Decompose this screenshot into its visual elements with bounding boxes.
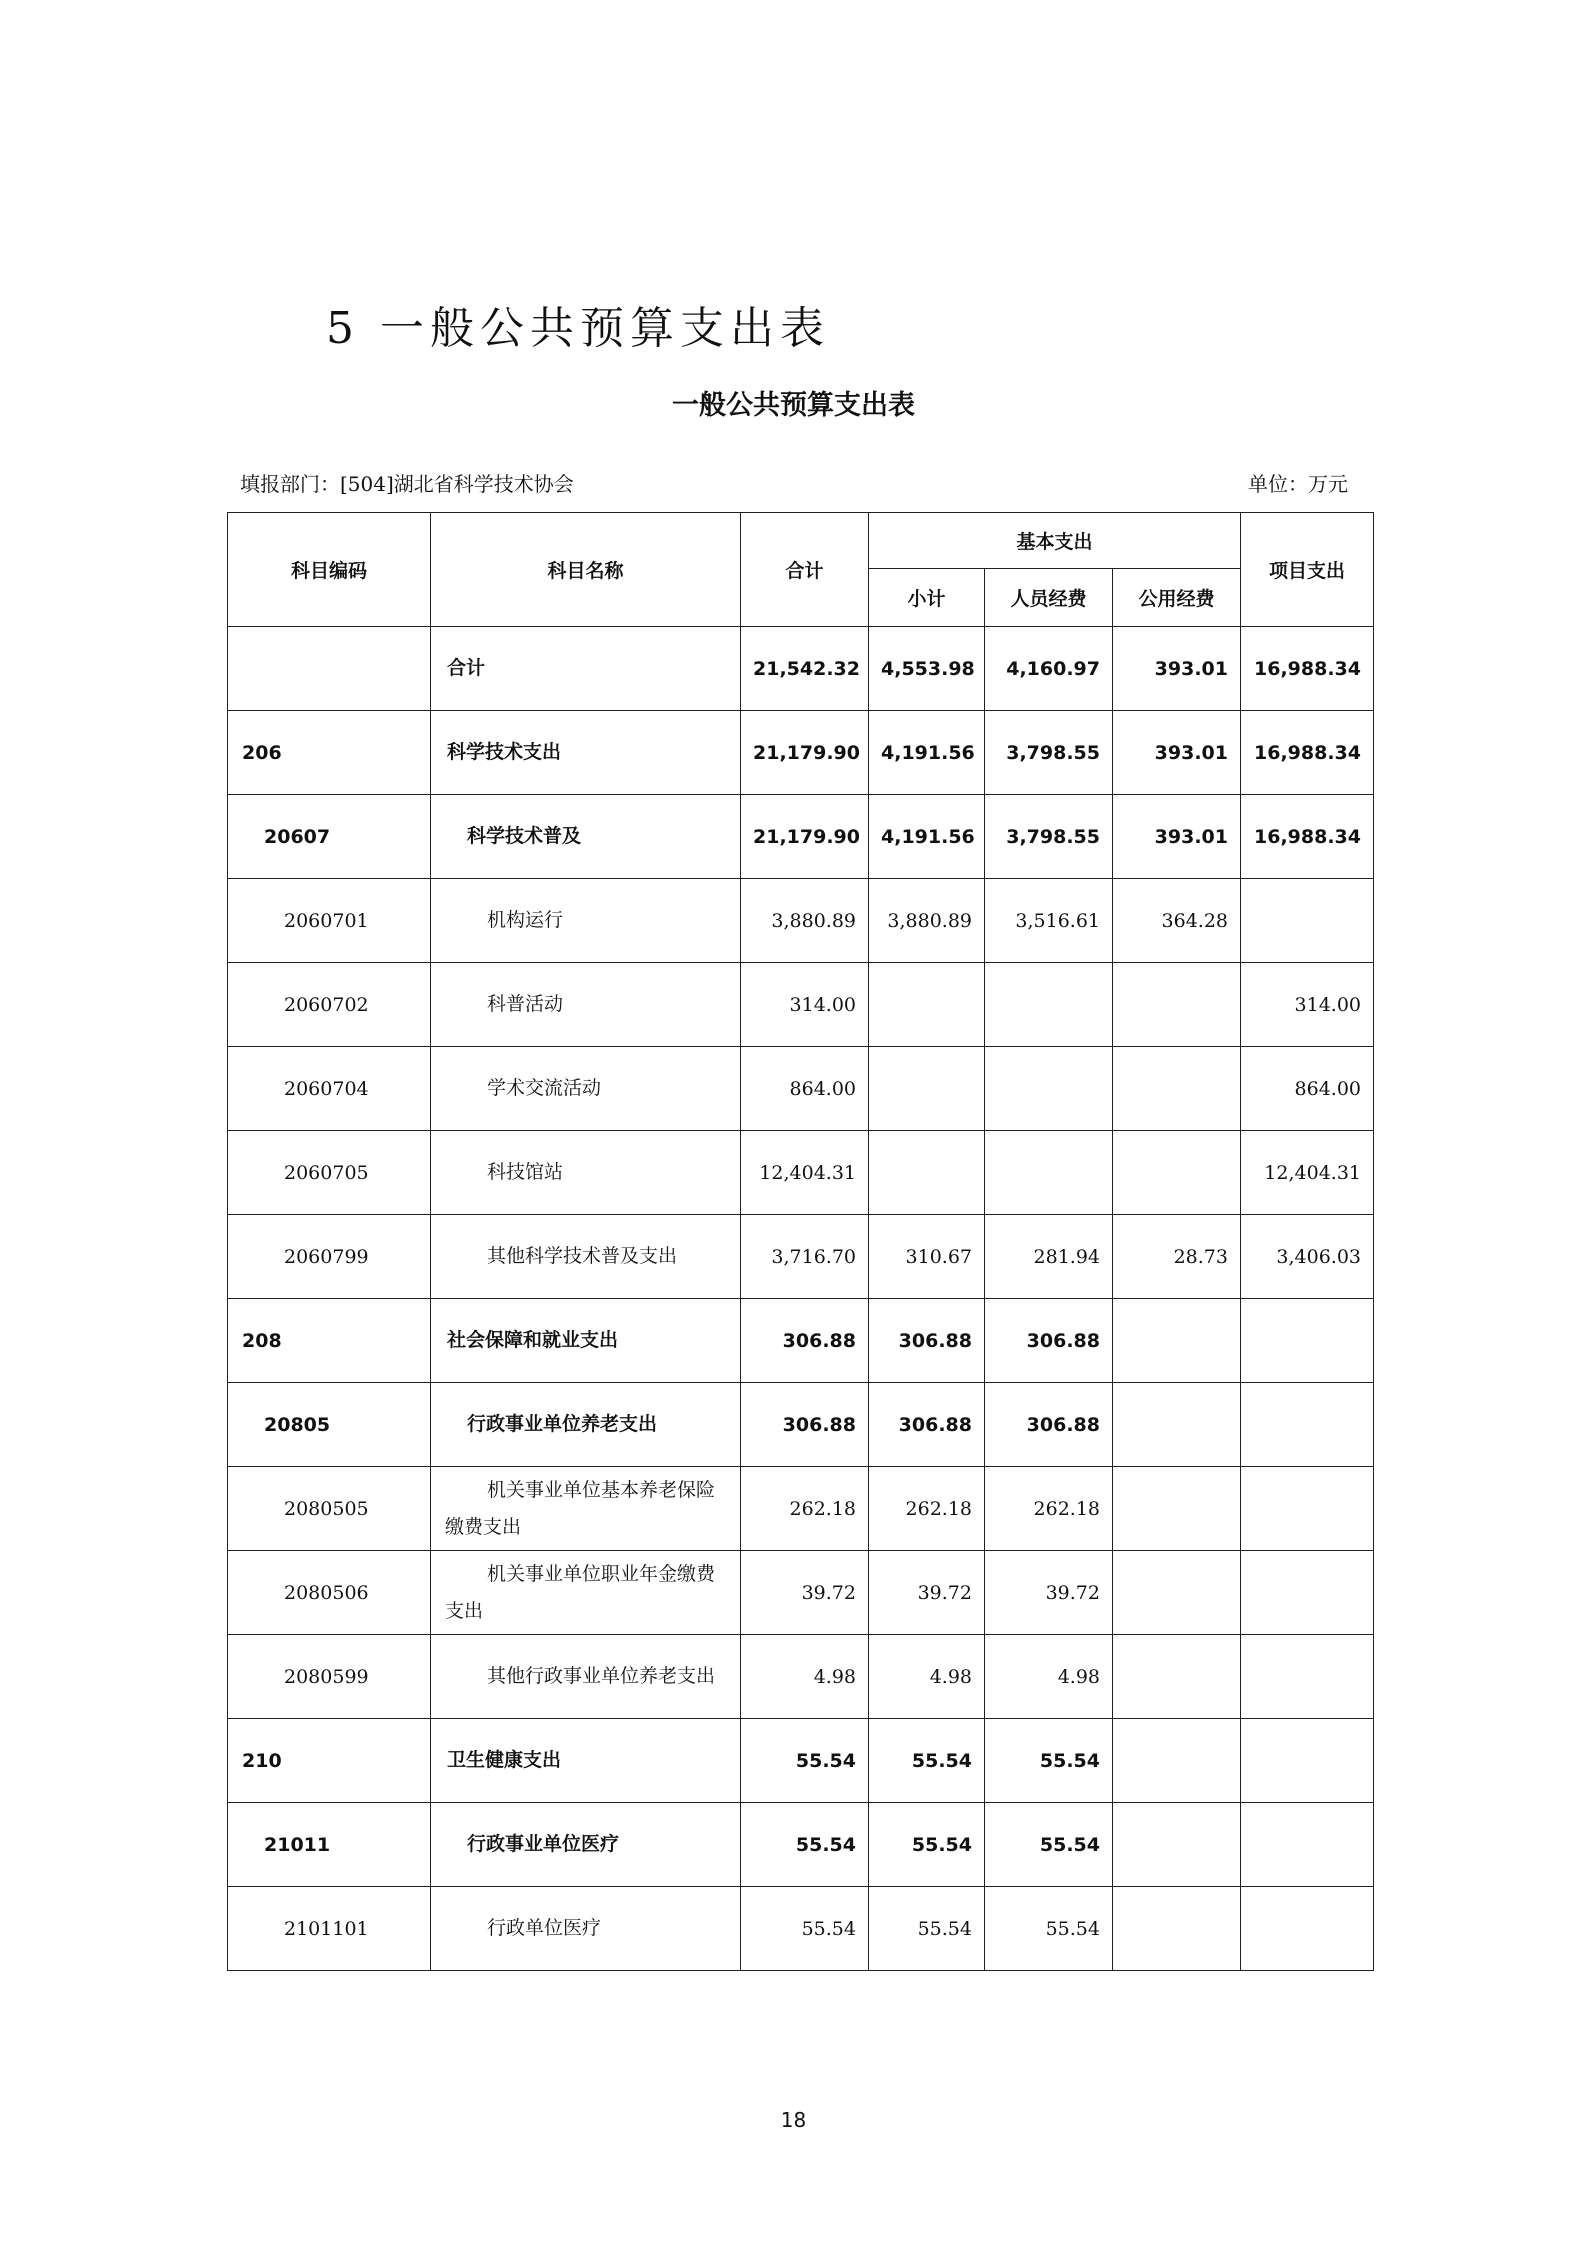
table-row bbox=[228, 1299, 1374, 1383]
row-public: 393.01 bbox=[1113, 795, 1241, 879]
row-subtotal bbox=[869, 1131, 985, 1215]
row-name: 机关事业单位职业年金缴费支出 bbox=[431, 1551, 741, 1635]
row-name: 社会保障和就业支出 bbox=[431, 1299, 741, 1383]
row-name: 科学技术支出 bbox=[431, 711, 741, 795]
table-row bbox=[228, 711, 1374, 795]
row-name: 其他行政事业单位养老支出 bbox=[431, 1635, 741, 1719]
row-subtotal: 55.54 bbox=[869, 1803, 985, 1887]
table-row bbox=[228, 795, 1374, 879]
row-total: 3,880.89 bbox=[741, 879, 869, 963]
row-project bbox=[1241, 1803, 1374, 1887]
row-total: 12,404.31 bbox=[741, 1131, 869, 1215]
table-row bbox=[228, 1803, 1374, 1887]
row-code: 20805 bbox=[228, 1383, 431, 1467]
row-total: 55.54 bbox=[741, 1887, 869, 1971]
row-subtotal bbox=[869, 963, 985, 1047]
row-public bbox=[1113, 1383, 1241, 1467]
row-code: 2080506 bbox=[228, 1551, 431, 1635]
row-total: 4.98 bbox=[741, 1635, 869, 1719]
row-total: 306.88 bbox=[741, 1383, 869, 1467]
row-personnel: 306.88 bbox=[985, 1299, 1113, 1383]
header-code: 科目编码 bbox=[228, 513, 431, 627]
row-project: 16,988.34 bbox=[1241, 627, 1374, 711]
table-row bbox=[228, 1719, 1374, 1803]
row-subtotal: 310.67 bbox=[869, 1215, 985, 1299]
row-code: 2060799 bbox=[228, 1215, 431, 1299]
row-subtotal: 39.72 bbox=[869, 1551, 985, 1635]
header-personnel: 人员经费 bbox=[985, 569, 1113, 627]
table-title: 一般公共预算支出表 bbox=[672, 390, 915, 421]
header-project: 项目支出 bbox=[1241, 513, 1374, 627]
row-name: 合计 bbox=[431, 627, 741, 711]
row-project: 16,988.34 bbox=[1241, 795, 1374, 879]
row-public: 28.73 bbox=[1113, 1215, 1241, 1299]
row-personnel: 262.18 bbox=[985, 1467, 1113, 1551]
row-public bbox=[1113, 1635, 1241, 1719]
row-total: 3,716.70 bbox=[741, 1215, 869, 1299]
row-personnel: 55.54 bbox=[985, 1803, 1113, 1887]
row-project bbox=[1241, 1887, 1374, 1971]
row-project bbox=[1241, 1383, 1374, 1467]
row-project: 314.00 bbox=[1241, 963, 1374, 1047]
row-public bbox=[1113, 1047, 1241, 1131]
row-code bbox=[228, 627, 431, 711]
table-row bbox=[228, 879, 1374, 963]
row-public bbox=[1113, 1803, 1241, 1887]
row-subtotal: 4,191.56 bbox=[869, 711, 985, 795]
table-row bbox=[228, 1047, 1374, 1131]
row-name: 行政事业单位养老支出 bbox=[431, 1383, 741, 1467]
table-row bbox=[228, 1131, 1374, 1215]
row-code: 21011 bbox=[228, 1803, 431, 1887]
row-personnel: 4,160.97 bbox=[985, 627, 1113, 711]
row-subtotal: 55.54 bbox=[869, 1719, 985, 1803]
row-public bbox=[1113, 1131, 1241, 1215]
row-subtotal: 3,880.89 bbox=[869, 879, 985, 963]
header-subtotal: 小计 bbox=[869, 569, 985, 627]
header-public: 公用经费 bbox=[1113, 569, 1241, 627]
header-name: 科目名称 bbox=[431, 513, 741, 627]
section-heading: 5 一般公共预算支出表 bbox=[326, 303, 830, 354]
row-total: 21,179.90 bbox=[741, 711, 869, 795]
row-subtotal: 306.88 bbox=[869, 1299, 985, 1383]
row-project: 3,406.03 bbox=[1241, 1215, 1374, 1299]
row-project bbox=[1241, 1635, 1374, 1719]
row-project bbox=[1241, 1551, 1374, 1635]
row-code: 206 bbox=[228, 711, 431, 795]
row-name: 行政单位医疗 bbox=[431, 1887, 741, 1971]
row-project: 864.00 bbox=[1241, 1047, 1374, 1131]
row-project: 16,988.34 bbox=[1241, 711, 1374, 795]
row-subtotal: 4.98 bbox=[869, 1635, 985, 1719]
row-total: 55.54 bbox=[741, 1803, 869, 1887]
department-label: 填报部门：[504]湖北省科学技术协会 bbox=[240, 472, 574, 496]
row-personnel: 3,516.61 bbox=[985, 879, 1113, 963]
row-total: 306.88 bbox=[741, 1299, 869, 1383]
row-project bbox=[1241, 1467, 1374, 1551]
row-name: 机构运行 bbox=[431, 879, 741, 963]
row-subtotal: 4,553.98 bbox=[869, 627, 985, 711]
row-personnel: 3,798.55 bbox=[985, 711, 1113, 795]
budget-expenditure-table bbox=[227, 512, 1374, 1971]
row-public bbox=[1113, 1551, 1241, 1635]
row-code: 208 bbox=[228, 1299, 431, 1383]
row-project bbox=[1241, 1719, 1374, 1803]
row-personnel bbox=[985, 1131, 1113, 1215]
row-total: 314.00 bbox=[741, 963, 869, 1047]
table-row bbox=[228, 1635, 1374, 1719]
row-code: 2060704 bbox=[228, 1047, 431, 1131]
row-public: 393.01 bbox=[1113, 711, 1241, 795]
row-code: 210 bbox=[228, 1719, 431, 1803]
row-total: 21,542.32 bbox=[741, 627, 869, 711]
row-name: 机关事业单位基本养老保险缴费支出 bbox=[431, 1467, 741, 1551]
row-code: 2101101 bbox=[228, 1887, 431, 1971]
row-total: 39.72 bbox=[741, 1551, 869, 1635]
row-subtotal: 262.18 bbox=[869, 1467, 985, 1551]
row-name: 科普活动 bbox=[431, 963, 741, 1047]
row-code: 2080505 bbox=[228, 1467, 431, 1551]
row-personnel bbox=[985, 963, 1113, 1047]
header-total: 合计 bbox=[741, 513, 869, 627]
row-code: 2060701 bbox=[228, 879, 431, 963]
row-subtotal bbox=[869, 1047, 985, 1131]
row-code: 20607 bbox=[228, 795, 431, 879]
row-total: 55.54 bbox=[741, 1719, 869, 1803]
row-public: 393.01 bbox=[1113, 627, 1241, 711]
row-personnel: 281.94 bbox=[985, 1215, 1113, 1299]
unit-label: 单位：万元 bbox=[1248, 472, 1348, 496]
row-subtotal: 4,191.56 bbox=[869, 795, 985, 879]
header-basic: 基本支出 bbox=[869, 513, 1241, 569]
row-project: 12,404.31 bbox=[1241, 1131, 1374, 1215]
page-number: 18 bbox=[780, 2108, 807, 2132]
row-personnel: 55.54 bbox=[985, 1887, 1113, 1971]
row-name: 行政事业单位医疗 bbox=[431, 1803, 741, 1887]
row-code: 2080599 bbox=[228, 1635, 431, 1719]
table-row-total bbox=[228, 627, 1374, 711]
row-name: 科技馆站 bbox=[431, 1131, 741, 1215]
row-personnel: 55.54 bbox=[985, 1719, 1113, 1803]
table-row bbox=[228, 1467, 1374, 1551]
row-public bbox=[1113, 963, 1241, 1047]
row-code: 2060702 bbox=[228, 963, 431, 1047]
row-code: 2060705 bbox=[228, 1131, 431, 1215]
table-row bbox=[228, 1383, 1374, 1467]
row-total: 262.18 bbox=[741, 1467, 869, 1551]
row-name: 其他科学技术普及支出 bbox=[431, 1215, 741, 1299]
row-personnel: 39.72 bbox=[985, 1551, 1113, 1635]
table-row bbox=[228, 963, 1374, 1047]
row-subtotal: 55.54 bbox=[869, 1887, 985, 1971]
row-personnel: 4.98 bbox=[985, 1635, 1113, 1719]
row-name: 学术交流活动 bbox=[431, 1047, 741, 1131]
row-personnel: 3,798.55 bbox=[985, 795, 1113, 879]
row-public bbox=[1113, 1467, 1241, 1551]
row-public: 364.28 bbox=[1113, 879, 1241, 963]
table-row bbox=[228, 1887, 1374, 1971]
row-project bbox=[1241, 879, 1374, 963]
table-row bbox=[228, 1215, 1374, 1299]
row-public bbox=[1113, 1719, 1241, 1803]
row-subtotal: 306.88 bbox=[869, 1383, 985, 1467]
row-personnel: 306.88 bbox=[985, 1383, 1113, 1467]
row-name: 卫生健康支出 bbox=[431, 1719, 741, 1803]
row-public bbox=[1113, 1299, 1241, 1383]
row-total: 21,179.90 bbox=[741, 795, 869, 879]
row-name: 科学技术普及 bbox=[431, 795, 741, 879]
row-personnel bbox=[985, 1047, 1113, 1131]
row-total: 864.00 bbox=[741, 1047, 869, 1131]
table-row bbox=[228, 1551, 1374, 1635]
row-public bbox=[1113, 1887, 1241, 1971]
row-project bbox=[1241, 1299, 1374, 1383]
